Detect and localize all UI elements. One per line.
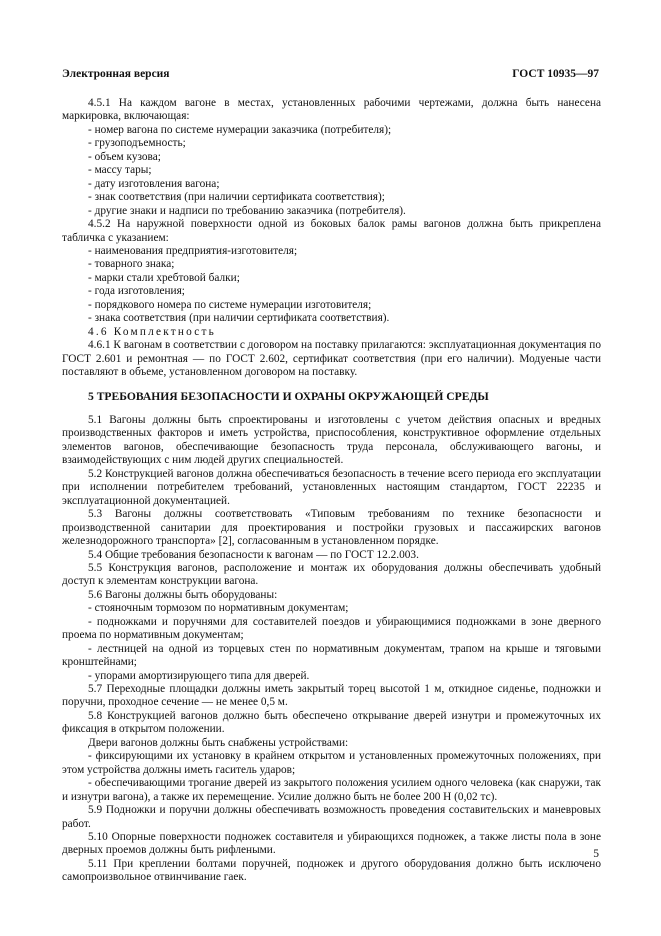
paragraph: 4.6.1 К вагонам в соответствии с договором на поставку прилагаются: эксплуатационная документация по ГОСТ 2.601 и ремонтная — по ГОСТ 2.602, сертификат соответствия (при его наличии). Модуеные части поставляют в объеме, установленном договором на поставку. — [62, 339, 601, 379]
paragraph: 5.4 Общие требования безопасности к вагонам — по ГОСТ 12.2.003. — [88, 548, 419, 561]
paragraph: - порядкового номера по системе нумерации изготовителя; — [88, 298, 372, 311]
paragraph: 5.6 Вагоны должны быть оборудованы: — [88, 588, 278, 601]
paragraph: - марки стали хребтовой балки; — [88, 271, 240, 284]
section-heading: 5 ТРЕБОВАНИЯ БЕЗОПАСНОСТИ И ОХРАНЫ ОКРУЖАЮЩЕЙ СРЕДЫ — [88, 389, 489, 403]
paragraph: - массу тары; — [88, 164, 152, 177]
paragraph: - знака соответствия (при наличии сертификата соответствия). — [88, 312, 390, 325]
paragraph: 5.11 При креплении болтами поручней, подножек и другого оборудования должно быть исключено самопроизвольное отвинчивание гаек. — [62, 857, 601, 884]
paragraph: - фиксирующими их установку в крайнем открытом и установленных промежуточных положениях, при этом устройства должны иметь гаситель ударов; — [62, 750, 601, 776]
paragraph: 5.5 Конструкция вагонов, расположение и монтаж их оборудования должны обеспечивать удобный доступ к элементам конструкции вагона. — [62, 561, 601, 588]
paragraph: 5.8 Конструкцией вагонов должно быть обеспечено открывание дверей изнутри и промежуточных их фиксация в открытом положении. — [62, 709, 601, 736]
paragraph: - обеспечивающими трогание дверей из закрытого положения усилием одного человека (как снаружи, так и изнутри вагона), а также их перемещение. Усилие должно быть не более 200 Н (0,02 тс). — [62, 777, 601, 803]
paragraph: - знак соответствия (при наличии сертификата соответствия); — [88, 191, 385, 204]
paragraph: 5.3 Вагоны должны соответствовать «Типовым требованиям по технике безопасности и производственной санитарии для проектирования и постройки грузовых и пассажирских вагонов железнодорожного транспорта» [2], согласованным в установленном порядке. — [62, 508, 601, 548]
paragraph: - дату изготовления вагона; — [88, 177, 220, 190]
paragraph: 5.2 Конструкцией вагонов должна обеспечиваться безопасность в течение всего периода его эксплуатации при исполнении потребителем требований, установленных настоящим стандартом, ГОСТ 22235 и эксплуатационной документацией. — [62, 467, 601, 507]
document-body — [62, 97, 601, 885]
paragraph: Двери вагонов должны быть снабжены устройствами: — [88, 736, 349, 749]
paragraph: 5.9 Подножки и поручни должны обеспечивать возможность проведения составительских и маневровых работ. — [62, 804, 601, 830]
paragraph: - упорами амортизирующего типа для дверей. — [88, 669, 310, 682]
header-standard-code: ГОСТ 10935—97 — [512, 68, 599, 80]
paragraph: 5.7 Переходные площадки должны иметь закрытый торец высотой 1 м, откидное сиденье, подножки и поручни, проходное сечение — не менее 0,5 м. — [62, 683, 601, 709]
page-number: 5 — [593, 848, 599, 860]
paragraph: 5.1 Вагоны должны быть спроектированы и изготовлены с учетом действия опасных и вредных производственных факторов и иметь устройства, приспособления, конструктивное оформление отдельных элементов вагонов, обеспечивающие безопасность труда персонала, обслуживающего вагоны, и взаимодействующих с ним людей других специальностей. — [62, 413, 601, 467]
paragraph: 4.5.2 На наружной поверхности одной из боковых балок рамы вагонов должна быть прикреплена табличка с указанием: — [62, 218, 601, 244]
paragraph: 5.10 Опорные поверхности подножек составителя и убирающихся подножек, а также листы пола в зоне дверных проемов должны быть рифлеными. — [62, 831, 601, 857]
paragraph: - подножками и поручнями для составителей поездов и убирающимися подножками в зоне дверного проема по нормативным документам; — [62, 615, 601, 642]
paragraph: - стояночным тормозом по нормативным документам; — [88, 602, 349, 615]
paragraph: 4.6 Комплектность — [88, 325, 216, 338]
paragraph: - номер вагона по системе нумерации заказчика (потребителя); — [88, 123, 392, 136]
paragraph: - лестницей на одной из торцевых стен по нормативным документам, трапом на крыше и тяговыми кронштейнами; — [62, 642, 601, 669]
header-version-label: Электронная версия — [62, 68, 170, 80]
paragraph: - объем кузова; — [88, 150, 161, 163]
paragraph: 4.5.1 На каждом вагоне в местах, установленных рабочими чертежами, должна быть нанесена маркировка, включающая: — [62, 97, 601, 123]
paragraph: - другие знаки и надписи по требованию заказчика (потребителя). — [88, 204, 406, 217]
paragraph: - года изготовления; — [88, 285, 185, 298]
paragraph: - товарного знака; — [88, 258, 175, 271]
paragraph: - наименования предприятия-изготовителя; — [88, 244, 298, 257]
paragraph: - грузоподъемность; — [88, 137, 186, 150]
